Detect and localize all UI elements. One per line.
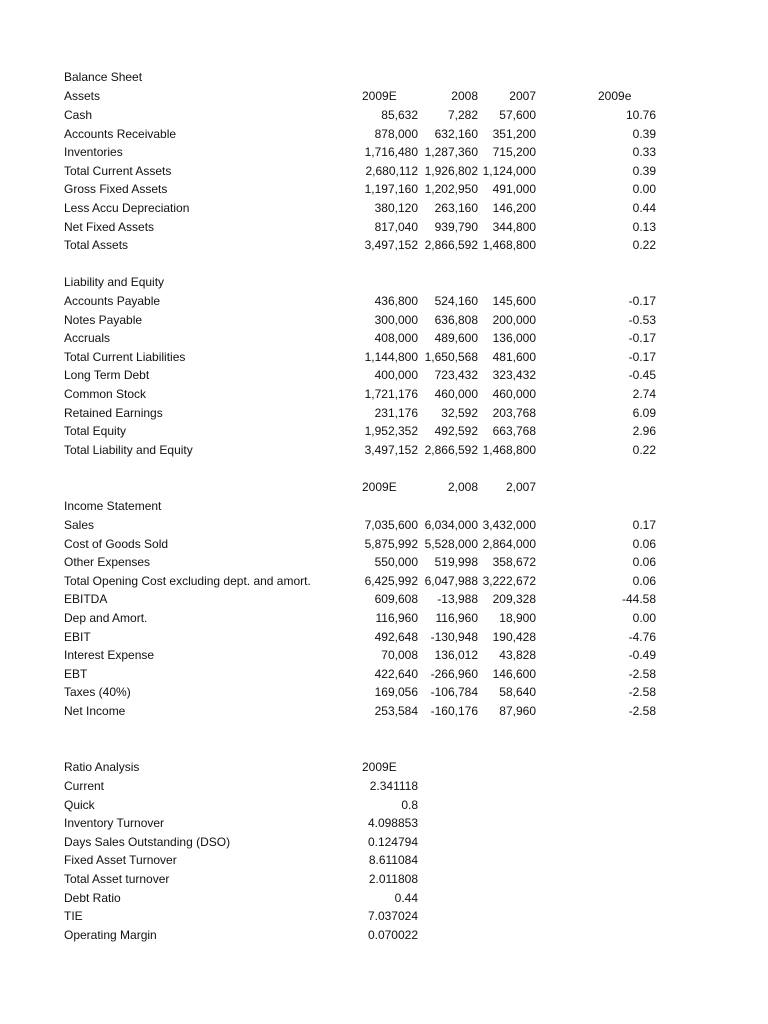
asset-label: Net Fixed Assets	[64, 219, 155, 234]
income-value: 3,222,672	[482, 573, 536, 588]
column-header-2007: 2007	[509, 89, 536, 103]
liability-label: Long Term Debt	[64, 368, 150, 383]
ratio-column-header-2009e: 2009E	[362, 760, 397, 774]
liability-value: 636,808	[434, 312, 478, 327]
ratio-row	[0, 889, 768, 907]
asset-value: 817,040	[374, 219, 418, 234]
asset-label: Inventories	[64, 145, 123, 160]
income-value: 87,960	[499, 704, 536, 718]
liability-value: 6.09	[632, 405, 656, 420]
ratio-label: Current	[64, 779, 105, 793]
liability-value: 460,000	[434, 387, 478, 401]
liability-label: Total Current Liabilities	[64, 349, 186, 364]
liability-value: 145,600	[492, 294, 536, 308]
asset-value: 0.33	[632, 145, 656, 160]
income-value: -160,176	[430, 704, 478, 718]
ratio-row	[0, 796, 768, 814]
liability-label: Notes Payable	[64, 312, 143, 327]
liability-value: 2.74	[632, 387, 656, 401]
liability-label: Common Stock	[64, 387, 147, 401]
asset-row	[0, 143, 768, 161]
ratio-label: Operating Margin	[64, 927, 157, 942]
ratio-label: Quick	[64, 797, 95, 812]
asset-value: 3,497,152	[364, 238, 418, 253]
asset-value: 57,600	[499, 108, 536, 122]
asset-value: 1,202,950	[424, 182, 478, 197]
income-statement-header-row	[0, 478, 768, 496]
asset-value: 2,866,592	[424, 238, 478, 253]
balance-sheet-title-row	[0, 68, 768, 86]
balance-sheet-header-row	[0, 87, 768, 105]
ratio-value: 8.611084	[368, 853, 418, 868]
ratio-row	[0, 777, 768, 795]
asset-value: 1,716,480	[364, 145, 418, 160]
liability-value: 460,000	[492, 387, 536, 401]
liability-row	[0, 311, 768, 329]
ratio-row	[0, 851, 768, 869]
asset-value: 380,120	[374, 201, 418, 215]
asset-row	[0, 125, 768, 143]
liability-row	[0, 385, 768, 403]
income-value: 0.06	[632, 555, 656, 570]
liability-value: 3,497,152	[364, 442, 418, 457]
income-value: 6,034,000	[424, 518, 478, 532]
liability-value: 436,800	[374, 294, 418, 308]
income-label: Other Expenses	[64, 555, 151, 570]
income-value: 0.00	[632, 611, 656, 625]
income-statement-title: Income Statement	[64, 499, 162, 513]
income-row	[0, 516, 768, 534]
income-value: 18,900	[499, 611, 536, 625]
asset-value: 0.13	[632, 219, 656, 234]
income-value: 550,000	[374, 555, 418, 570]
ratio-value: 0.070022	[367, 927, 418, 942]
ratio-row	[0, 833, 768, 851]
income-value: 70,008	[381, 648, 418, 663]
asset-value: 1,287,360	[424, 145, 478, 160]
ratio-value: 2.011808	[368, 872, 418, 886]
liability-value: 323,432	[492, 368, 536, 383]
liability-value: -0.17	[628, 349, 656, 364]
asset-row	[0, 180, 768, 198]
ratio-value: 4.098853	[367, 816, 418, 831]
income-value: 519,998	[434, 555, 478, 570]
asset-value: 939,790	[434, 219, 478, 234]
income-value: 2,864,000	[482, 536, 536, 551]
ratio-value: 0.8	[401, 797, 418, 812]
asset-value: 351,200	[492, 126, 536, 141]
assets-heading: Assets	[64, 89, 101, 103]
ratio-row	[0, 907, 768, 925]
income-row	[0, 628, 768, 646]
ratio-analysis-title: Ratio Analysis	[64, 760, 140, 774]
asset-row	[0, 106, 768, 124]
income-value: -0.49	[628, 648, 656, 663]
income-row	[0, 702, 768, 720]
liability-row	[0, 292, 768, 310]
income-value: 169,056	[374, 685, 418, 700]
asset-label: Gross Fixed Assets	[64, 182, 168, 197]
asset-value: 85,632	[381, 108, 418, 122]
asset-label: Less Accu Depreciation	[64, 201, 190, 215]
liability-value: 1,952,352	[364, 424, 418, 439]
income-row	[0, 535, 768, 553]
income-label: Cost of Goods Sold	[64, 536, 169, 551]
liability-value: 32,592	[441, 405, 478, 420]
liability-label: Total Equity	[64, 424, 127, 439]
income-value: 492,648	[374, 629, 418, 644]
income-value: -4.76	[628, 629, 656, 644]
liability-value: 300,000	[374, 312, 418, 327]
asset-value: 263,160	[434, 201, 478, 215]
income-label: Net Income	[64, 704, 126, 718]
income-row	[0, 665, 768, 683]
asset-value: 632,160	[434, 126, 478, 141]
ratio-label: Total Asset turnover	[64, 872, 170, 886]
income-value: -130,948	[430, 629, 478, 644]
asset-label: Total Current Assets	[64, 163, 172, 178]
income-row	[0, 572, 768, 590]
liability-row	[0, 329, 768, 347]
liability-value: 489,600	[434, 331, 478, 346]
income-value: 6,425,992	[364, 573, 418, 588]
liability-value: 492,592	[434, 424, 478, 439]
asset-value: 1,926,802	[424, 163, 478, 178]
income-label: EBITDA	[64, 592, 108, 607]
column-header-2008: 2008	[451, 89, 478, 103]
asset-row	[0, 162, 768, 180]
liability-label: Accruals	[64, 331, 111, 346]
asset-value: 2,680,112	[365, 163, 418, 178]
ratio-row	[0, 870, 768, 888]
income-value: 5,875,992	[364, 536, 418, 551]
asset-value: 1,197,160	[364, 182, 418, 197]
liability-value: 136,000	[492, 331, 536, 346]
income-column-header-2007: 2,007	[505, 480, 536, 494]
ratio-row	[0, 814, 768, 832]
income-value: 253,584	[374, 704, 418, 718]
asset-value: 146,200	[492, 201, 536, 215]
ratio-row	[0, 926, 768, 944]
asset-label: Accounts Receivable	[64, 126, 177, 141]
income-row	[0, 646, 768, 664]
income-value: 358,672	[492, 555, 536, 570]
asset-value: 0.39	[632, 126, 656, 141]
income-value: 6,047,988	[424, 573, 478, 588]
liability-row	[0, 348, 768, 366]
liability-value: 481,600	[492, 349, 536, 364]
asset-value: 1,468,800	[482, 238, 536, 253]
asset-value: 10.76	[625, 108, 656, 122]
liability-value: 1,721,176	[364, 387, 418, 401]
income-label: Interest Expense	[64, 648, 155, 663]
income-value: -2.58	[628, 685, 656, 700]
ratio-label: Inventory Turnover	[64, 816, 165, 831]
ratio-value: 0.124794	[367, 834, 418, 849]
liability-value: 1,144,800	[364, 349, 418, 364]
liability-value: 408,000	[374, 331, 418, 346]
income-value: -106,784	[430, 685, 478, 700]
liability-title-row	[0, 273, 768, 291]
ratio-label: TIE	[64, 909, 83, 924]
asset-value: 491,000	[492, 182, 536, 197]
asset-value: 0.22	[632, 238, 656, 253]
income-statement-title-row	[0, 497, 768, 515]
asset-value: 1,124,000	[482, 163, 536, 178]
liability-row	[0, 404, 768, 422]
liability-value: -0.45	[628, 368, 656, 383]
liability-value: 231,176	[374, 405, 418, 420]
income-label: EBT	[64, 666, 88, 681]
income-value: 0.06	[632, 573, 656, 588]
liability-value: 1,468,800	[482, 442, 536, 457]
income-value: -266,960	[430, 666, 478, 681]
income-value: -44.58	[621, 592, 656, 607]
income-row	[0, 590, 768, 608]
column-header-2009e: 2009E	[362, 89, 397, 103]
liability-value: 0.22	[632, 442, 656, 457]
income-label: Dep and Amort.	[64, 611, 148, 625]
asset-label: Total Assets	[64, 238, 129, 253]
liability-value: 1,650,568	[424, 349, 478, 364]
liability-value: 524,160	[434, 294, 478, 308]
income-row	[0, 553, 768, 571]
asset-value: 344,800	[492, 219, 536, 234]
column-header-growth: 2009e	[598, 89, 632, 103]
income-value: 422,640	[374, 666, 418, 681]
liability-value: 400,000	[374, 368, 418, 383]
income-value: 0.06	[632, 536, 656, 551]
income-label: EBIT	[64, 629, 91, 644]
liability-value: 723,432	[434, 368, 478, 383]
asset-row	[0, 236, 768, 254]
income-value: 3,432,000	[482, 518, 536, 532]
ratio-label: Debt Ratio	[64, 890, 121, 905]
ratio-label: Days Sales Outstanding (DSO)	[64, 834, 231, 849]
liability-value: 2.96	[632, 424, 656, 439]
income-value: 190,428	[492, 629, 536, 644]
income-value: -2.58	[628, 704, 656, 718]
income-label: Taxes (40%)	[64, 685, 131, 700]
liability-label: Retained Earnings	[64, 405, 163, 420]
income-value: 116,960	[435, 611, 478, 625]
asset-value: 0.44	[632, 201, 656, 215]
income-value: 43,828	[499, 648, 536, 663]
liability-value: 663,768	[492, 424, 536, 439]
income-column-header-2008: 2,008	[447, 480, 478, 494]
asset-value: 878,000	[374, 126, 418, 141]
ratio-value: 2.341118	[369, 779, 418, 793]
balance-sheet-title: Balance Sheet	[64, 70, 143, 84]
income-value: 136,012	[434, 648, 478, 663]
income-value: 5,528,000	[424, 536, 478, 551]
liability-row	[0, 366, 768, 384]
ratio-label: Fixed Asset Turnover	[64, 853, 177, 868]
income-row	[0, 609, 768, 627]
liability-equity-heading: Liability and Equity	[64, 275, 165, 289]
income-value: 609,608	[374, 592, 418, 607]
liability-value: -0.53	[628, 312, 656, 327]
liability-label: Total Liability and Equity	[64, 442, 193, 457]
income-label: Total Opening Cost excluding dept. and amort.	[64, 573, 311, 588]
ratio-value: 7.037024	[367, 909, 418, 924]
liability-value: 200,000	[492, 312, 536, 327]
income-value: 146,600	[492, 666, 536, 681]
asset-label: Cash	[64, 108, 93, 122]
income-value: 0.17	[632, 518, 656, 532]
income-value: -2.58	[628, 666, 656, 681]
ratio-analysis-header-row	[0, 758, 768, 776]
income-value: -13,988	[437, 592, 478, 607]
income-value: 116,960	[375, 611, 418, 625]
income-column-header-2009e: 2009E	[362, 480, 397, 494]
liability-row	[0, 441, 768, 459]
asset-value: 715,200	[492, 145, 536, 160]
income-value: 209,328	[492, 592, 536, 607]
ratio-value: 0.44	[394, 890, 418, 905]
income-value: 7,035,600	[364, 518, 418, 532]
asset-value: 7,282	[447, 108, 478, 122]
income-label: Sales	[64, 518, 95, 532]
income-row	[0, 683, 768, 701]
asset-row	[0, 218, 768, 236]
liability-label: Accounts Payable	[64, 294, 161, 308]
liability-value: -0.17	[628, 331, 656, 346]
asset-value: 0.00	[632, 182, 656, 197]
liability-value: 2,866,592	[424, 442, 478, 457]
asset-row	[0, 199, 768, 217]
liability-value: 203,768	[492, 405, 536, 420]
income-value: 58,640	[499, 685, 536, 700]
liability-value: -0.17	[628, 294, 656, 308]
asset-value: 0.39	[632, 163, 656, 178]
liability-row	[0, 422, 768, 440]
